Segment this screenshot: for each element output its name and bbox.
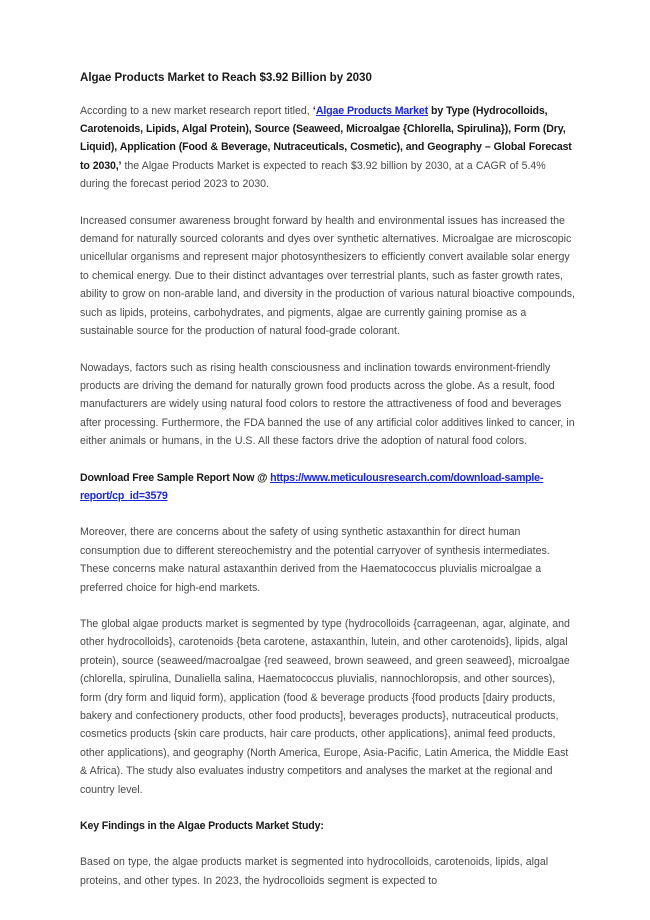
- page-title: Algae Products Market to Reach $3.92 Billion by 2030: [80, 71, 372, 84]
- key-findings-heading: Key Findings in the Algae Products Market Study:: [80, 820, 324, 833]
- download-sample-label: Download Free Sample Report Now @: [80, 471, 271, 484]
- intro-lead-text: According to a new market research report titled,: [80, 104, 313, 117]
- intro-open-quote: ‘: [312, 104, 316, 117]
- download-sample-report-link[interactable]: https://www.meticulousresearch.com/download-sample-report/cp_id=3579: [80, 471, 544, 502]
- download-sample-report-line: [80, 469, 578, 506]
- paragraph-astaxanthin: Moreover, there are concerns about the safety of using synthetic astaxanthin for direct human consumption due to different stereochemistry and the potential carryover of synthesis intermediates. These concerns make natural astaxanthin derived from the Haematococcus pluvialis microalgae a preferred choice for high-end markets.: [80, 526, 550, 594]
- paragraph-nowadays-trends: Nowadays, factors such as rising health consciousness and inclination towards environment-friendly products are driving the demand for naturally grown food products across the globe. As a result, food manufacturers are widely using natural food colors to restore the attractiveness of food and beverages after processing. Furthermore, the FDA banned the use of any artificial color additives linked to cancer, in either animals or humans, in the U.S. All these factors drive the adoption of natural food colors.: [80, 361, 575, 448]
- paragraph-market-segmentation: The global algae products market is segmented by type (hydrocolloids {carrageenan, agar, alginate, and other hydrocolloids}, carotenoids {beta carotene, astaxanthin, lutein, and other carotenoids}, lipids, algal protein), source (seaweed/macroalgae {red seaweed, brown seaweed, and green seaweed}, microalgae (chlorella, spirulina, Dunaliella salina, Haematococcus pluvialis, nannochloropsis, and other sources), form (dry form and liquid form), application (food & beverage products {food products [dairy products, bakery and confectionery products, other food products], beverages products}, nutraceutical products, cosmetics products {skin care products, hair care products, other applications}, animal feed products, other applications), and geography (North America, Europe, Asia-Pacific, Latin America, the Middle East & Africa). The study also evaluates industry competitors and analyses the market at the regional and country level.: [80, 617, 570, 796]
- paragraph-key-findings-body: Based on type, the algae products market is segmented into hydrocolloids, carotenoids, lipids, algal proteins, and other types. In 2023, the hydrocolloids segment is expected to: [80, 856, 549, 887]
- algae-products-market-link[interactable]: Algae Products Market: [315, 104, 428, 117]
- intro-tail-text: the Algae Products Market is expected to reach $3.92 billion by 2030, at a CAGR of 5.4% during the forecast period 2023 to 2030.: [80, 159, 546, 191]
- paragraph-consumer-awareness: Increased consumer awareness brought forward by health and environmental issues has increased the demand for naturally sourced colorants and dyes over synthetic alternatives. Microalgae are microscopic unicellular organisms and represent major photosynthesizers to efficiently convert available solar energy to chemical energy. Due to their distinct advantages over terrestrial plants, such as faster growth rates, ability to grow on non-arable land, and diversity in the production of various natural bioactive compounds, such as lipids, proteins, carbohydrates, and pigments, algae are currently gaining promise as a sustainable source for the production of natural food-grade colorant.: [80, 214, 575, 338]
- intro-bold-title-tail: by Type (Hydrocolloids, Carotenoids, Lipids, Algal Protein), Source (Seaweed, Microalgae {Chlorella, Spirulina}), Form (Dry, Liquid), Application (Food & Beverage, Nutraceuticals, Cosmetic), and Geography – Global Forecast to 2030,’: [80, 104, 572, 172]
- paragraph-intro: [80, 102, 578, 194]
